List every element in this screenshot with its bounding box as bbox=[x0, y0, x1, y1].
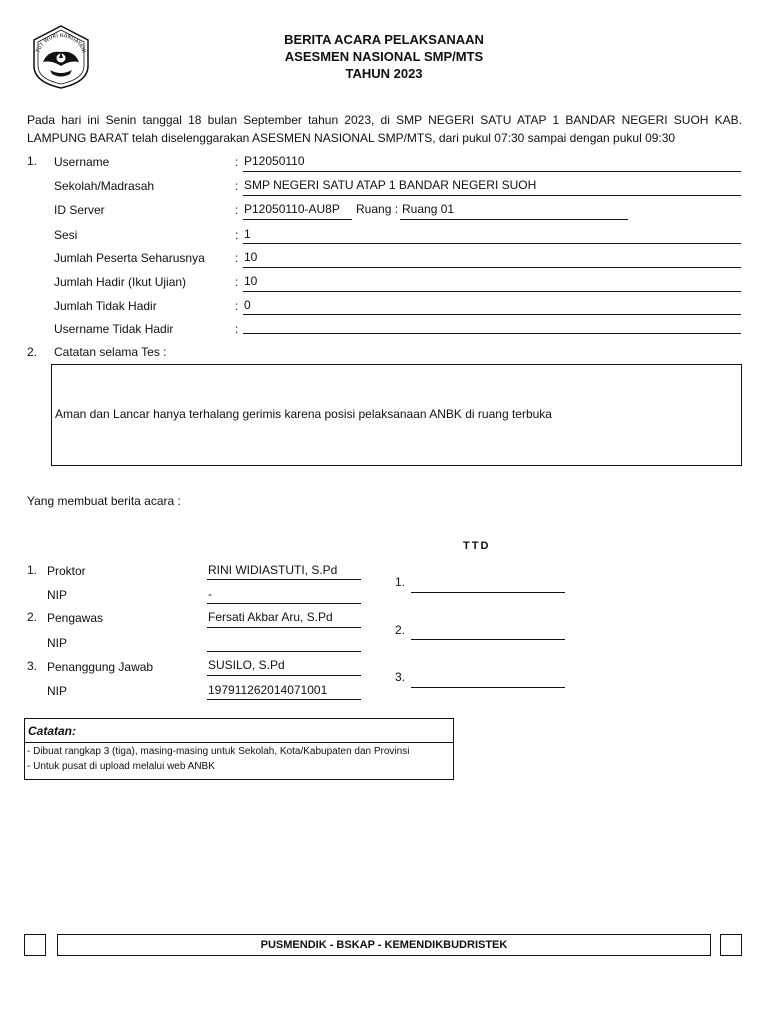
footer-label: PUSMENDIK - BSKAP - KEMENDIKBUDRISTEK bbox=[57, 934, 711, 956]
document-title-line1: BERITA ACARA PELAKSANAAN bbox=[284, 32, 484, 47]
present-value: 10 bbox=[244, 274, 258, 288]
section1-number: 1. bbox=[27, 154, 38, 168]
pengawas-name-underline bbox=[207, 627, 361, 628]
pengawas-nip-label: NIP bbox=[47, 636, 68, 650]
proktor-signature-line bbox=[411, 592, 565, 593]
penanggung-jawab-nip-underline bbox=[207, 699, 361, 700]
signature-number: 3. bbox=[395, 670, 406, 684]
room-label: Ruang : bbox=[356, 202, 399, 216]
colon: : bbox=[235, 322, 239, 336]
colon: : bbox=[235, 179, 239, 193]
present-underline bbox=[243, 291, 741, 292]
proktor-role: Proktor bbox=[47, 564, 86, 578]
catatan-item: - Dibuat rangkap 3 (tiga), masing-masing untuk Sekolah, Kota/Kabupaten dan Provinsi bbox=[27, 746, 410, 757]
pengawas-signature-line bbox=[411, 639, 565, 640]
test-notes-label: Catatan selama Tes : bbox=[54, 345, 167, 359]
expected-participants-label: Jumlah Peserta Seharusnya bbox=[54, 251, 205, 265]
present-label: Jumlah Hadir (Ikut Ujian) bbox=[54, 275, 187, 289]
penanggung-jawab-name: SUSILO, S.Pd bbox=[208, 658, 285, 672]
signatory-number: 2. bbox=[27, 610, 38, 624]
absent-underline bbox=[243, 314, 741, 315]
catatan-divider bbox=[24, 742, 454, 743]
proktor-name: RINI WIDIASTUTI, S.Pd bbox=[208, 563, 338, 577]
colon: : bbox=[235, 275, 239, 289]
signature-number: 2. bbox=[395, 623, 406, 637]
absent-label: Jumlah Tidak Hadir bbox=[54, 299, 157, 313]
penanggung-jawab-name-underline bbox=[207, 675, 361, 676]
username-label: Username bbox=[54, 155, 110, 169]
signatory-number: 1. bbox=[27, 563, 38, 577]
proktor-nip-underline bbox=[207, 603, 361, 604]
proktor-nip: - bbox=[208, 587, 212, 601]
session-underline bbox=[243, 243, 741, 244]
username-value: P12050110 bbox=[244, 154, 305, 168]
catatan-title: Catatan: bbox=[28, 724, 77, 738]
server-id-value: P12050110-AU8P bbox=[244, 202, 340, 216]
penanggung-jawab-nip: 197911262014071001 bbox=[208, 683, 328, 697]
colon: : bbox=[235, 251, 239, 265]
expected-participants-value: 10 bbox=[244, 250, 258, 264]
penanggung-jawab-role: Penanggung Jawab bbox=[47, 660, 154, 674]
proktor-name-underline bbox=[207, 579, 361, 580]
signature-number: 1. bbox=[395, 575, 406, 589]
ttd-heading: TTD bbox=[463, 540, 491, 552]
school-value: SMP NEGERI SATU ATAP 1 BANDAR NEGERI SUOH bbox=[244, 178, 537, 192]
session-label: Sesi bbox=[54, 228, 78, 242]
document-title-line3: TAHUN 2023 bbox=[345, 66, 423, 81]
session-value: 1 bbox=[244, 227, 251, 241]
colon: : bbox=[235, 155, 239, 169]
test-notes-text: Aman dan Lancar hanya terhalang gerimis karena posisi pelaksanaan ANBK di ruang terbuka bbox=[55, 407, 552, 421]
room-value: Ruang 01 bbox=[402, 202, 455, 216]
server-id-underline bbox=[243, 219, 352, 220]
proktor-nip-label: NIP bbox=[47, 588, 68, 602]
absent-usernames-label: Username Tidak Hadir bbox=[54, 322, 174, 336]
expected-participants-underline bbox=[243, 267, 741, 268]
pengawas-nip-underline bbox=[207, 651, 361, 652]
document-title-line2: ASESMEN NASIONAL SMP/MTS bbox=[284, 49, 484, 64]
maker-label: Yang membuat berita acara : bbox=[27, 494, 181, 508]
footer-left-box bbox=[24, 934, 46, 956]
school-underline bbox=[243, 195, 741, 196]
colon: : bbox=[235, 299, 239, 313]
pengawas-name: Fersati Akbar Aru, S.Pd bbox=[208, 610, 333, 624]
school-label: Sekolah/Madrasah bbox=[54, 179, 155, 193]
pengawas-role: Pengawas bbox=[47, 611, 104, 625]
colon: : bbox=[235, 203, 239, 217]
absent-value: 0 bbox=[244, 298, 251, 312]
username-underline bbox=[243, 171, 741, 172]
penanggung-jawab-signature-line bbox=[411, 687, 565, 688]
signatory-number: 3. bbox=[27, 659, 38, 673]
footer-right-box bbox=[720, 934, 742, 956]
room-underline bbox=[400, 219, 628, 220]
section2-number: 2. bbox=[27, 345, 38, 359]
absent-usernames-underline bbox=[243, 333, 741, 334]
catatan-item: - Untuk pusat di upload melalui web ANBK bbox=[27, 761, 215, 772]
intro-paragraph: Pada hari ini Senin tanggal 18 bulan September tahun 2023, di SMP NEGERI SATU ATAP 1 BANDAR NEGERI SUOH KAB. LAMPUNG BARAT telah diselenggarakan ASESMEN NASIONAL SMP/MTS, dari pukul 07:30 sampai dengan pukul 09:30 bbox=[27, 113, 742, 145]
svg-text:TUT WURI HANDAYANI: TUT WURI HANDAYANI bbox=[35, 32, 87, 54]
server-id-label: ID Server bbox=[54, 203, 105, 217]
colon: : bbox=[235, 228, 239, 242]
penanggung-jawab-nip-label: NIP bbox=[47, 684, 68, 698]
